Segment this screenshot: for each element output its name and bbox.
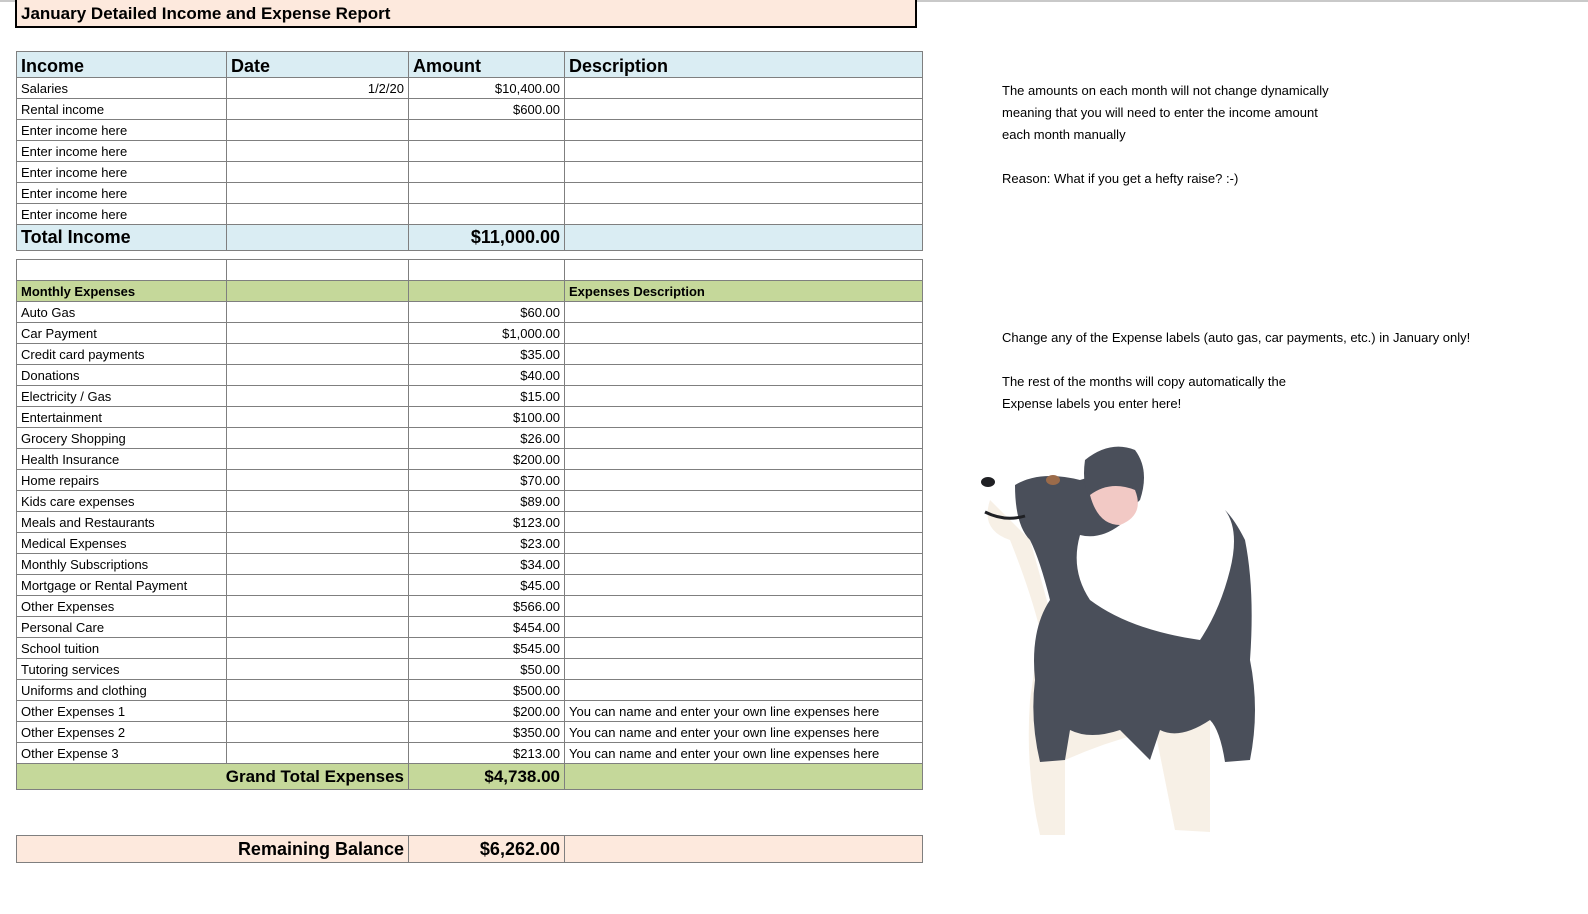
expense-amount-cell[interactable]: $454.00 (409, 617, 565, 638)
expense-row (17, 554, 923, 575)
expense-label-cell[interactable]: Donations (17, 365, 227, 386)
income-label-cell[interactable]: Rental income (17, 99, 227, 120)
expense-date-cell[interactable] (227, 659, 409, 680)
expense-amount-cell[interactable]: $34.00 (409, 554, 565, 575)
income-date-cell[interactable] (227, 141, 409, 162)
income-description-cell[interactable] (565, 99, 923, 120)
expense-row (17, 617, 923, 638)
income-label-cell[interactable]: Enter income here (17, 204, 227, 225)
cell[interactable] (565, 225, 923, 251)
expense-date-cell[interactable] (227, 470, 409, 491)
balance-table (16, 835, 923, 863)
expense-row (17, 344, 923, 365)
expense-label-cell[interactable]: Grocery Shopping (17, 428, 227, 449)
dog-illustration (970, 440, 1270, 840)
expense-label-cell[interactable]: Car Payment (17, 323, 227, 344)
note-line: Expense labels you enter here! (1002, 396, 1182, 411)
income-row (17, 183, 923, 204)
income-row (17, 99, 923, 120)
expense-row (17, 470, 923, 491)
expense-amount-cell[interactable]: $123.00 (409, 512, 565, 533)
expense-description-cell[interactable]: You can name and enter your own line expenses here (565, 722, 923, 743)
income-amount-cell[interactable] (409, 162, 565, 183)
expense-date-cell[interactable] (227, 680, 409, 701)
expense-date-cell[interactable] (227, 428, 409, 449)
income-row (17, 141, 923, 162)
expense-row (17, 722, 923, 743)
expense-date-cell[interactable] (227, 386, 409, 407)
note-line: Change any of the Expense labels (auto gas, car payments, etc.) in January only! (1002, 330, 1471, 345)
expense-amount-cell[interactable]: $566.00 (409, 596, 565, 617)
income-note (1002, 80, 1329, 190)
expense-label-cell[interactable]: Other Expenses 2 (17, 722, 227, 743)
expense-date-cell[interactable] (227, 743, 409, 764)
expense-note (1002, 327, 1470, 415)
income-col-header[interactable]: Income (17, 52, 227, 78)
cell[interactable] (227, 260, 409, 281)
cell[interactable] (409, 260, 565, 281)
cell[interactable] (17, 260, 227, 281)
expense-amount-cell[interactable]: $45.00 (409, 575, 565, 596)
expense-amount-cell[interactable]: $35.00 (409, 344, 565, 365)
expense-row (17, 659, 923, 680)
expense-date-cell[interactable] (227, 722, 409, 743)
expense-date-cell[interactable] (227, 323, 409, 344)
date-col-header[interactable]: Date (227, 52, 409, 78)
expense-row (17, 407, 923, 428)
income-header-row (17, 52, 923, 78)
expense-row (17, 428, 923, 449)
income-date-cell[interactable] (227, 204, 409, 225)
expense-label-cell[interactable]: Other Expenses 1 (17, 701, 227, 722)
expense-date-cell[interactable] (227, 512, 409, 533)
note-line: meaning that you will need to enter the income amount (1002, 105, 1318, 120)
expense-amount-cell[interactable]: $50.00 (409, 659, 565, 680)
remaining-balance-label[interactable]: Remaining Balance (17, 836, 409, 863)
note-line (1002, 349, 1470, 371)
income-label-cell[interactable]: Enter income here (17, 120, 227, 141)
income-label-cell[interactable]: Enter income here (17, 162, 227, 183)
amount-col-header[interactable]: Amount (409, 52, 565, 78)
expense-description-cell[interactable]: You can name and enter your own line expenses here (565, 701, 923, 722)
income-row (17, 204, 923, 225)
expense-label-cell[interactable]: Home repairs (17, 470, 227, 491)
expense-row (17, 575, 923, 596)
expense-label-cell[interactable]: Other Expense 3 (17, 743, 227, 764)
expense-description-cell[interactable] (565, 428, 923, 449)
expense-row (17, 701, 923, 722)
expenses-header-row (17, 281, 923, 302)
expense-date-cell[interactable] (227, 596, 409, 617)
expense-amount-cell[interactable]: $23.00 (409, 533, 565, 554)
expense-amount-cell[interactable]: $15.00 (409, 386, 565, 407)
income-description-cell[interactable] (565, 162, 923, 183)
income-amount-cell[interactable] (409, 183, 565, 204)
expense-row (17, 512, 923, 533)
income-date-cell[interactable] (227, 120, 409, 141)
expense-amount-cell[interactable]: $60.00 (409, 302, 565, 323)
expense-amount-cell[interactable]: $200.00 (409, 449, 565, 470)
cell[interactable] (227, 225, 409, 251)
expense-label-cell[interactable]: Personal Care (17, 617, 227, 638)
expense-description-cell[interactable] (565, 323, 923, 344)
income-amount-cell[interactable]: $600.00 (409, 99, 565, 120)
spacer-row (17, 260, 923, 281)
remaining-balance-amount[interactable]: $6,262.00 (409, 836, 565, 863)
report-title[interactable]: January Detailed Income and Expense Report (15, 0, 917, 28)
expense-amount-cell[interactable]: $26.00 (409, 428, 565, 449)
income-amount-cell[interactable] (409, 120, 565, 141)
expense-description-cell[interactable] (565, 386, 923, 407)
expense-amount-cell[interactable]: $500.00 (409, 680, 565, 701)
expense-description-cell[interactable] (565, 638, 923, 659)
expense-date-cell[interactable] (227, 344, 409, 365)
total-income-row (17, 225, 923, 251)
income-date-cell[interactable] (227, 99, 409, 120)
expense-row (17, 323, 923, 344)
grand-total-amount[interactable]: $4,738.00 (409, 764, 565, 790)
income-description-cell[interactable] (565, 204, 923, 225)
expenses-description-header[interactable]: Expenses Description (565, 281, 923, 302)
income-date-cell[interactable] (227, 162, 409, 183)
expense-amount-cell[interactable]: $1,000.00 (409, 323, 565, 344)
note-line (1002, 146, 1329, 168)
expense-date-cell[interactable] (227, 449, 409, 470)
expense-amount-cell[interactable]: $545.00 (409, 638, 565, 659)
expense-description-cell[interactable] (565, 659, 923, 680)
expense-row (17, 596, 923, 617)
income-amount-cell[interactable] (409, 204, 565, 225)
expense-amount-cell[interactable]: $70.00 (409, 470, 565, 491)
expense-date-cell[interactable] (227, 407, 409, 428)
cell[interactable] (565, 836, 923, 863)
expense-label-cell[interactable]: Tutoring services (17, 659, 227, 680)
expense-description-cell[interactable] (565, 575, 923, 596)
expense-description-cell[interactable] (565, 554, 923, 575)
expense-description-cell[interactable] (565, 344, 923, 365)
income-amount-cell[interactable] (409, 141, 565, 162)
expense-date-cell[interactable] (227, 575, 409, 596)
income-table (16, 51, 923, 251)
income-row (17, 78, 923, 99)
expense-row (17, 449, 923, 470)
total-income-label[interactable]: Total Income (17, 225, 227, 251)
income-description-cell[interactable] (565, 183, 923, 204)
expense-row (17, 638, 923, 659)
expense-amount-cell[interactable]: $100.00 (409, 407, 565, 428)
expense-label-cell[interactable]: Meals and Restaurants (17, 512, 227, 533)
expense-label-cell[interactable]: Kids care expenses (17, 491, 227, 512)
expense-date-cell[interactable] (227, 365, 409, 386)
expense-label-cell[interactable]: Health Insurance (17, 449, 227, 470)
income-label-cell[interactable]: Enter income here (17, 141, 227, 162)
expense-amount-cell[interactable]: $200.00 (409, 701, 565, 722)
expense-date-cell[interactable] (227, 638, 409, 659)
expense-amount-cell[interactable]: $350.00 (409, 722, 565, 743)
expense-description-cell[interactable] (565, 407, 923, 428)
expense-description-cell[interactable] (565, 680, 923, 701)
expense-label-cell[interactable]: Medical Expenses (17, 533, 227, 554)
expense-label-cell[interactable]: Credit card payments (17, 344, 227, 365)
expense-description-cell[interactable] (565, 617, 923, 638)
income-description-cell[interactable] (565, 78, 923, 99)
cell[interactable] (409, 281, 565, 302)
expense-row (17, 386, 923, 407)
expense-description-cell[interactable] (565, 470, 923, 491)
expense-date-cell[interactable] (227, 302, 409, 323)
note-line: The amounts on each month will not change dynamically (1002, 83, 1329, 98)
expense-amount-cell[interactable]: $40.00 (409, 365, 565, 386)
note-line: each month manually (1002, 127, 1126, 142)
expense-label-cell[interactable]: Mortgage or Rental Payment (17, 575, 227, 596)
income-row (17, 162, 923, 183)
expense-label-cell[interactable]: Electricity / Gas (17, 386, 227, 407)
expense-label-cell[interactable]: Other Expenses (17, 596, 227, 617)
expense-label-cell[interactable]: Uniforms and clothing (17, 680, 227, 701)
expense-amount-cell[interactable]: $89.00 (409, 491, 565, 512)
expense-date-cell[interactable] (227, 554, 409, 575)
income-description-cell[interactable] (565, 120, 923, 141)
expense-description-cell[interactable] (565, 365, 923, 386)
expense-label-cell[interactable]: Monthly Subscriptions (17, 554, 227, 575)
expense-row (17, 302, 923, 323)
grand-total-row (17, 764, 923, 790)
monthly-expenses-header[interactable]: Monthly Expenses (17, 281, 227, 302)
income-amount-cell[interactable]: $10,400.00 (409, 78, 565, 99)
expense-amount-cell[interactable]: $213.00 (409, 743, 565, 764)
expense-date-cell[interactable] (227, 617, 409, 638)
note-line: Reason: What if you get a hefty raise? :-) (1002, 171, 1239, 186)
expense-description-cell[interactable] (565, 449, 923, 470)
expense-description-cell[interactable]: You can name and enter your own line expenses here (565, 743, 923, 764)
expense-row (17, 491, 923, 512)
description-col-header[interactable]: Description (565, 52, 923, 78)
expense-label-cell[interactable]: School tuition (17, 638, 227, 659)
expense-date-cell[interactable] (227, 701, 409, 722)
expense-label-cell[interactable]: Auto Gas (17, 302, 227, 323)
cell[interactable] (565, 260, 923, 281)
note-line: The rest of the months will copy automatically the (1002, 374, 1286, 389)
expense-row (17, 680, 923, 701)
expense-label-cell[interactable]: Entertainment (17, 407, 227, 428)
income-date-cell[interactable] (227, 183, 409, 204)
income-date-cell[interactable]: 1/2/20 (227, 78, 409, 99)
cell[interactable] (227, 281, 409, 302)
expense-description-cell[interactable] (565, 302, 923, 323)
grand-total-label[interactable]: Grand Total Expenses (17, 764, 409, 790)
expense-row (17, 743, 923, 764)
balance-row (17, 836, 923, 863)
expense-row (17, 365, 923, 386)
income-description-cell[interactable] (565, 141, 923, 162)
expense-row (17, 533, 923, 554)
income-label-cell[interactable]: Salaries (17, 78, 227, 99)
total-income-amount[interactable]: $11,000.00 (409, 225, 565, 251)
expense-description-cell[interactable] (565, 512, 923, 533)
expenses-table (16, 259, 923, 790)
expense-description-cell[interactable] (565, 491, 923, 512)
income-row (17, 120, 923, 141)
expense-date-cell[interactable] (227, 533, 409, 554)
expense-description-cell[interactable] (565, 533, 923, 554)
cell[interactable] (565, 764, 923, 790)
expense-description-cell[interactable] (565, 596, 923, 617)
income-label-cell[interactable]: Enter income here (17, 183, 227, 204)
expense-date-cell[interactable] (227, 491, 409, 512)
